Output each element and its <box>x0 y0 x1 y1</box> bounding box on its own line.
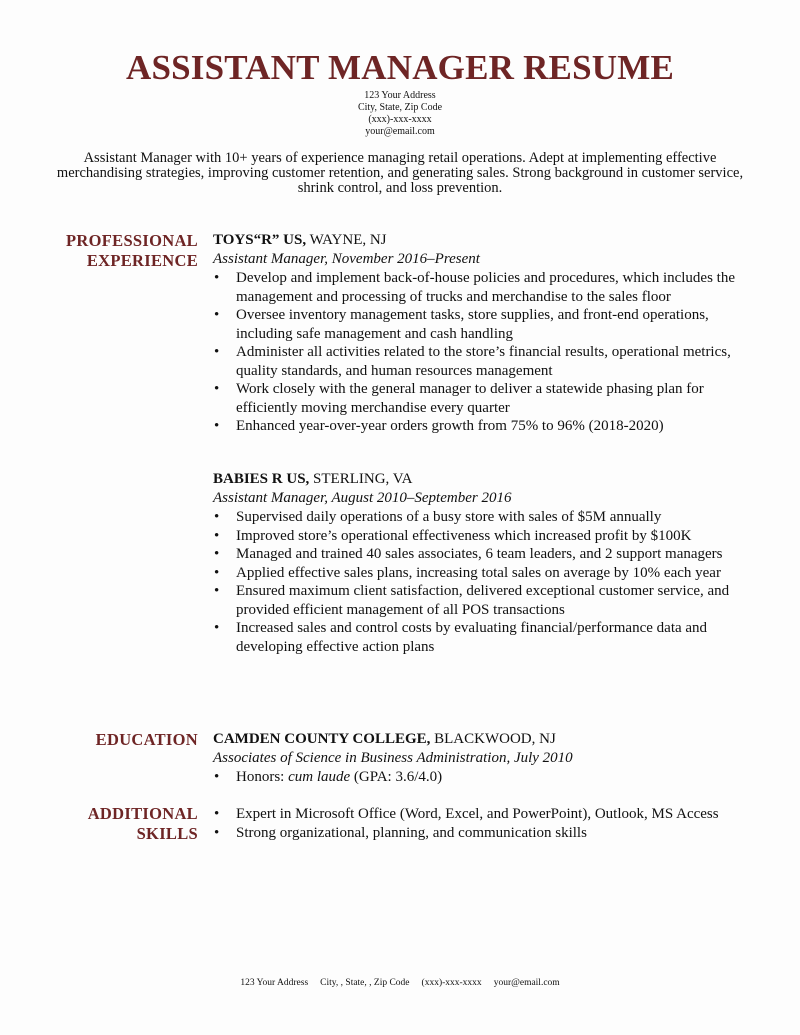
school-name: CAMDEN COUNTY COLLEGE, <box>213 731 431 747</box>
job-entry <box>213 470 743 656</box>
section-label-education <box>20 730 198 750</box>
bullet-item: • Strong organizational, planning, and communication skills <box>213 824 743 843</box>
section-label-line: EDUCATION <box>95 730 198 749</box>
bullet-item: • Supervised daily operations of a busy store with sales of $5M annually <box>213 508 743 527</box>
bullet-item: • Applied effective sales plans, increasing total sales on average by 10% each year <box>213 564 743 583</box>
bullet-item: • Administer all activities related to the store’s financial results, operational metrics, quality standards, and human resources management <box>213 343 743 380</box>
bullet-item: • Ensured maximum client satisfaction, delivered exceptional customer service, and provided efficient management of all POS transactions <box>213 582 743 619</box>
bullet-item: • Oversee inventory management tasks, store supplies, and front-end operations, including safe management and cash handling <box>213 306 743 343</box>
skills-bullets <box>213 805 743 842</box>
contact-phone: (xxx)-xxx-xxxx <box>368 114 432 125</box>
employer-location: STERLING, VA <box>309 471 413 487</box>
footer-email: your@email.com <box>493 978 560 988</box>
bullet-item: • Increased sales and control costs by evaluating financial/performance data and developing effective action plans <box>213 619 743 656</box>
honors-prefix: Honors: <box>236 769 289 785</box>
degree: Associates of Science in Business Administration, July 2010 <box>213 749 573 766</box>
section-label-experience <box>20 231 198 271</box>
section-label-skills <box>20 804 198 844</box>
bullet-item: • Enhanced year-over-year orders growth from 75% to 96% (2018-2020) <box>213 417 743 436</box>
honors-latin: cum laude <box>288 769 351 785</box>
education-entry <box>213 730 743 787</box>
bullet-item: • Improved store’s operational effectiveness which increased profit by $100K <box>213 527 743 546</box>
section-label-line: SKILLS <box>136 824 198 843</box>
skills-entry <box>213 805 743 842</box>
contact-block <box>0 90 800 138</box>
summary-paragraph: Assistant Manager with 10+ years of experience managing retail operations. Adept at implementing effective merchandising strategies, improving customer retention, and generating sales. Strong background in customer service, shrink control, and loss prevention. <box>56 150 744 196</box>
footer-contact <box>0 977 800 989</box>
section-label-line: PROFESSIONAL <box>66 231 198 250</box>
bullet-item: • Work closely with the general manager to deliver a statewide phasing plan for efficiently moving merchandise every quarter <box>213 380 743 417</box>
job-heading <box>213 470 743 489</box>
employer-location: WAYNE, NJ <box>306 232 387 248</box>
employer-name: TOYS“R” US, <box>213 232 307 248</box>
contact-address: 123 Your Address <box>364 90 436 101</box>
contact-email: your@email.com <box>365 126 435 137</box>
job-role: Assistant Manager, November 2016–Present <box>213 250 480 267</box>
resume-title: ASSISTANT MANAGER RESUME <box>125 48 675 87</box>
school-heading <box>213 730 743 749</box>
job-heading <box>213 231 743 250</box>
contact-city-state-zip: City, State, Zip Code <box>357 102 443 113</box>
footer-address: 123 Your Address <box>240 978 309 988</box>
footer-phone: (xxx)-xxx-xxxx <box>421 978 482 988</box>
job-entry <box>213 231 743 436</box>
education-bullets <box>213 768 743 787</box>
school-location: BLACKWOOD, NJ <box>430 731 556 747</box>
job-bullets <box>213 269 743 436</box>
bullet-item: • Expert in Microsoft Office (Word, Excel, and PowerPoint), Outlook, MS Access <box>213 805 743 824</box>
job-role: Assistant Manager, August 2010–September 2016 <box>213 489 512 506</box>
job-bullets <box>213 508 743 656</box>
footer-city-state-zip: City, , State, , Zip Code <box>320 978 410 988</box>
section-label-line: EXPERIENCE <box>86 251 198 270</box>
bullet-item: • Develop and implement back-of-house policies and procedures, which includes the management and processing of trucks and merchandise to the sales floor <box>213 269 743 306</box>
bullet-item <box>213 768 743 787</box>
employer-name: BABIES R US, <box>213 471 310 487</box>
section-label-line: ADDITIONAL <box>87 804 198 823</box>
honors-gpa: (GPA: 3.6/4.0) <box>350 769 443 785</box>
bullet-item: • Managed and trained 40 sales associates, 6 team leaders, and 2 support managers <box>213 545 743 564</box>
